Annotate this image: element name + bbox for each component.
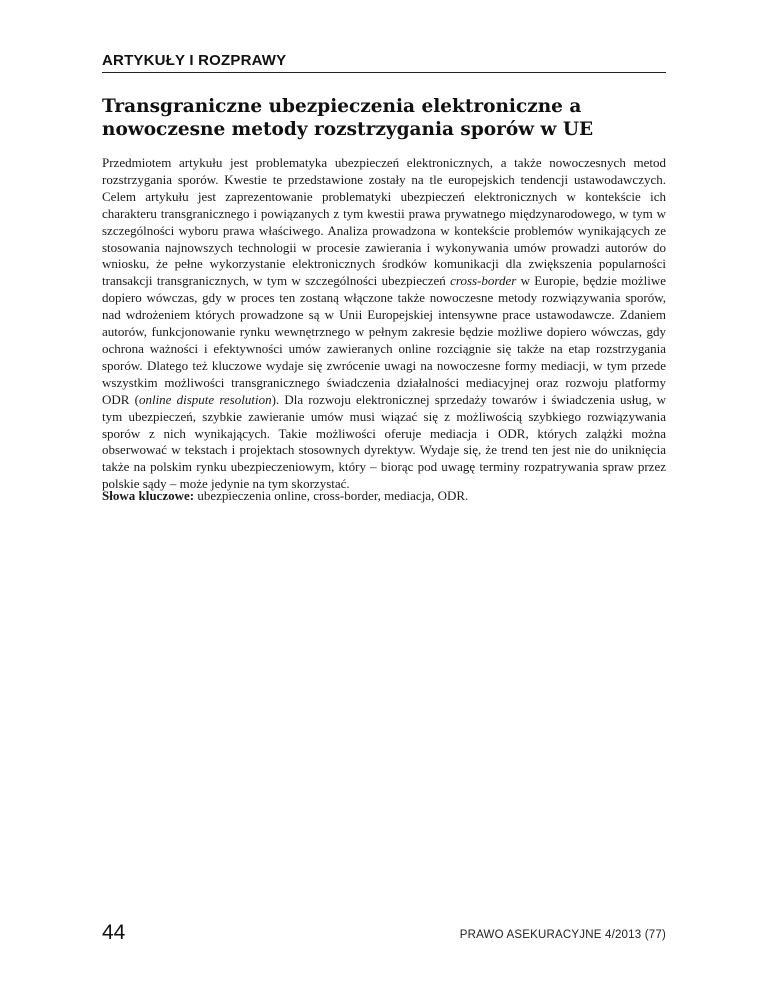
section-header: ARTYKUŁY I ROZPRAWY — [102, 52, 287, 69]
journal-footer: PRAWO ASEKURACYJNE 4/2013 (77) — [459, 929, 666, 941]
abstract-term-online-dispute-resolution: online dispute resolution — [138, 391, 272, 407]
keywords-value: ubezpieczenia online, cross-border, mediacja, ODR. — [194, 488, 469, 503]
abstract-text-part-3: ). Dla rozwoju elektronicznej sprzedaży towarów i świadczenia usług, w tym ubezpieczeń, szybkie zawieranie umów musi wiązać się z możliwością szybkiego rozwiązywania sporów z nich wynikających. Takie możliwości oferuje mediacja i ODR, których zalążki można obserwować w tekstach i projektach stosownych dyrektyw. Wydaje się, że trend ten jest nie do uniknięcia także na polskim rynku ubezpieczeniowym, który – biorąc pod uwagę terminy rozpatrywania spraw przez polskie sądy – może jedynie na tym skorzystać. — [102, 391, 667, 492]
header-divider — [102, 72, 666, 73]
article-title: Transgraniczne ubezpieczenia elektroniczne a nowoczesne metody rozstrzygania sporów w UE — [102, 96, 594, 140]
article-abstract — [102, 155, 666, 493]
abstract-text-part-2: w Europie, będzie możliwe dopiero wówczas, gdy w proces ten zostaną włączone także nowoczesne metody rozwiązywania sporów, nad wdrożeniem których prowadzone są w Unii Europejskiej intensywne prace ustawodawcze. Zdaniem autorów, funkcjonowanie rynku wewnętrznego w pełnym zakresie będzie możliwe dopiero wówczas, gdy ochrona ważności i efektywności umów zawieranych online rozciągnie się także na etap rozstrzygania sporów. Dlatego też kluczowe wydaje się zwrócenie uwagi na nowoczesne formy mediacji, w tym przede wszystkim możliwości transgranicznego świadczenia działalności mediacyjnej oraz rozwoju platformy ODR ( — [102, 273, 666, 407]
abstract-text-part-1: Przedmiotem artykułu jest problematyka ubezpieczeń elektronicznych, a także nowoczesnych metod rozstrzygania sporów. Kwestie te przedstawione zostały na tle europejskich tendencji ustawodawczych. Celem artykułu jest zaprezentowanie problematyki ubezpieczeń elektronicznych w kontekście ich charakteru transgranicznego i powiązanych z tym kwestii prawa prywatnego międzynarodowego, w tym w szczególności wyboru prawa właściwego. Analiza prowadzona w kontekście problemów wynikających ze stosowania najnowszych technologii w procesie zawierania i wykonywania umów prowadzi autorów do wniosku, że pełne wykorzystanie elektronicznych środków komunikacji dla zwiększenia popularności transakcji transgranicznych, w tym w szczególności ubezpieczeń — [102, 155, 666, 289]
keywords-line — [102, 487, 666, 504]
page-number: 44 — [102, 921, 126, 944]
keywords-label: Słowa kluczowe: — [102, 488, 195, 503]
abstract-term-cross-border: cross-border — [450, 273, 517, 289]
